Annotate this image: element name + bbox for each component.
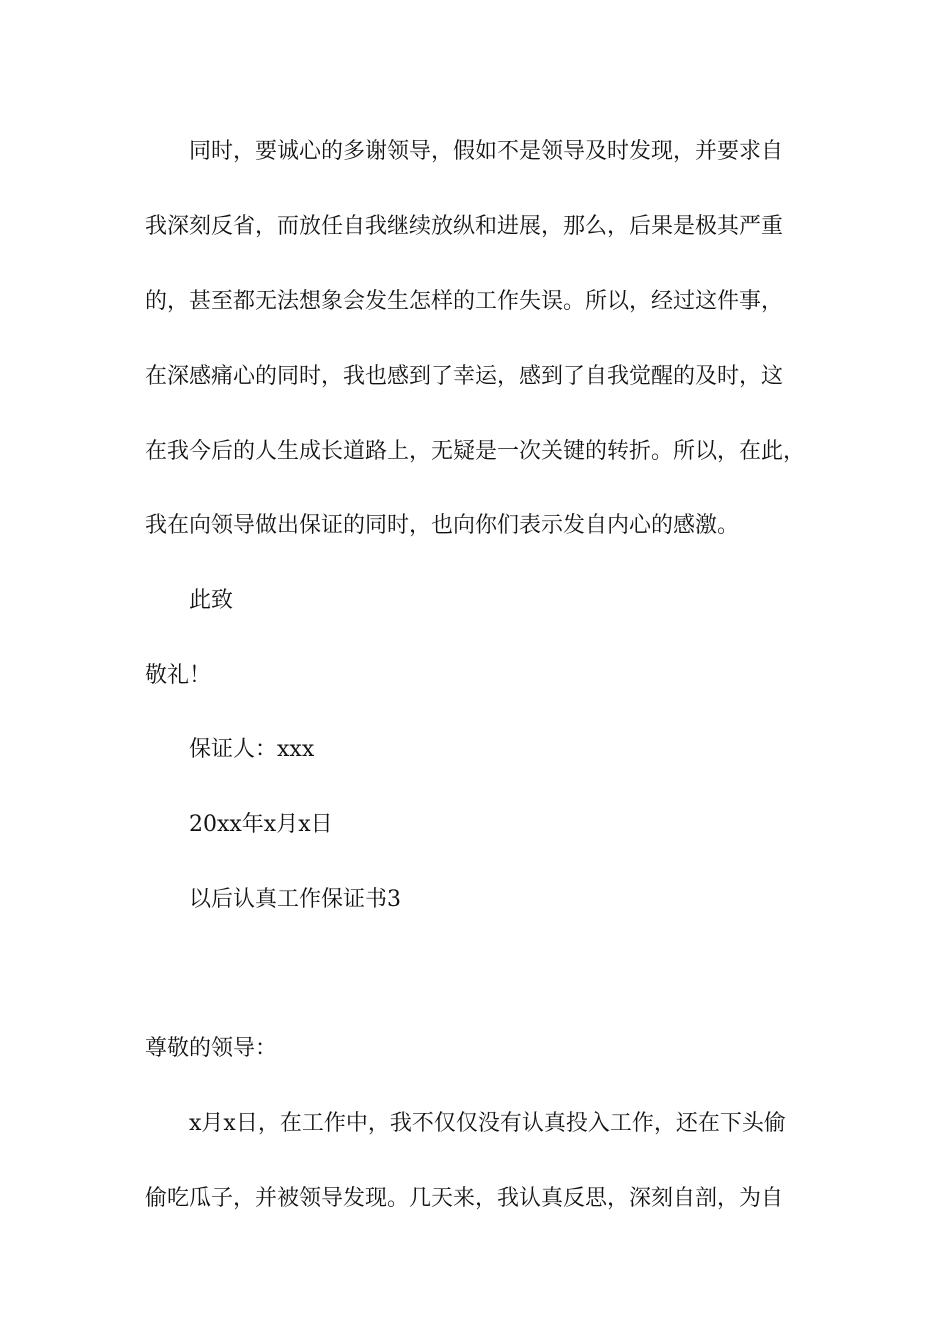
closing-line: 此致 bbox=[189, 588, 234, 613]
date-line: 20xx年x月x日 bbox=[189, 812, 333, 837]
paragraph-line: 我在向领导做出保证的同时，也向你们表示发自内心的感激。 bbox=[145, 513, 740, 538]
paragraph-line: x月x日，在工作中，我不仅仅没有认真投入工作，还在下头偷 bbox=[189, 1111, 786, 1136]
paragraph-line: 我深刻反省，而放任自我继续放纵和进展，那么，后果是极其严重 bbox=[145, 214, 784, 239]
paragraph-line: 在我今后的人生成长道路上，无疑是一次关键的转折。所以，在此， bbox=[145, 439, 806, 464]
paragraph-line: 偷吃瓜子，并被领导发现。几天来，我认真反思，深刻自剖，为自 bbox=[145, 1186, 784, 1211]
section-title: 以后认真工作保证书3 bbox=[189, 887, 401, 912]
signer-line: 保证人：xxx bbox=[189, 737, 315, 762]
paragraph-line: 同时，要诚心的多谢领导，假如不是领导及时发现，并要求自 bbox=[189, 139, 784, 164]
paragraph-line: 的，甚至都无法想象会发生怎样的工作失误。所以，经过这件事， bbox=[145, 289, 784, 314]
closing-salute: 敬礼！ bbox=[145, 663, 212, 688]
paragraph-line: 在深感痛心的同时，我也感到了幸运，感到了自我觉醒的及时，这 bbox=[145, 364, 784, 389]
salutation: 尊敬的领导： bbox=[145, 1036, 278, 1061]
